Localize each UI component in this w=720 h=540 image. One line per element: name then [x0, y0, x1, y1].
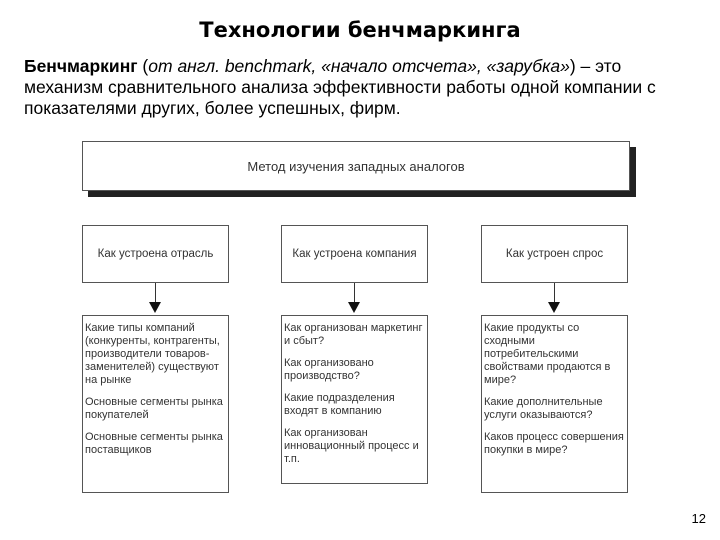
question: Какие подразделения входят в компанию	[284, 392, 395, 417]
details-demand	[481, 315, 628, 493]
heading-company: Как устроена компания	[281, 225, 428, 283]
heading-industry: Как устроена отрасль	[82, 225, 229, 283]
details-company	[281, 315, 428, 484]
paren: ) –	[569, 56, 596, 76]
question: Основные сегменты рынка поставщиков	[85, 431, 223, 456]
question: Какие дополнительные услуги оказываются?	[484, 396, 603, 421]
connector	[554, 283, 555, 303]
question: Какие продукты со сходными потребительскими свойствами продаются в мире?	[484, 322, 611, 386]
details-industry	[82, 315, 229, 493]
slide-title: Технологии бенчмаркинга	[199, 18, 521, 42]
question: Каков процесс совершения покупки в мире?	[484, 431, 624, 456]
arrow-down-icon	[149, 302, 161, 313]
connector	[155, 283, 156, 303]
term: Бенчмаркинг	[24, 56, 138, 76]
connector	[354, 283, 355, 303]
paren: (	[137, 56, 149, 76]
intro-text	[24, 56, 704, 119]
definition: это механизм сравнительного анализа эффективности работы одной компании с показателями других, более успешных, фирм.	[24, 56, 656, 118]
question: Основные сегменты рынка покупателей	[85, 396, 223, 421]
question: Как организован маркетинг и сбыт?	[284, 322, 423, 347]
question: Как организовано производство?	[284, 357, 374, 382]
arrow-down-icon	[548, 302, 560, 313]
question: Какие типы компаний (конкуренты, контрагенты, производители товаров-заменителей) существуют на рынке	[85, 322, 220, 386]
origin: от англ. benchmark, «начало отсчета», «зарубка»	[148, 56, 570, 76]
page-number: 12	[691, 511, 706, 526]
arrow-down-icon	[348, 302, 360, 313]
question: Как организован инновационный процесс и т.п.	[284, 427, 419, 465]
method-box: Метод изучения западных аналогов	[82, 141, 630, 191]
heading-demand: Как устроен спрос	[481, 225, 628, 283]
